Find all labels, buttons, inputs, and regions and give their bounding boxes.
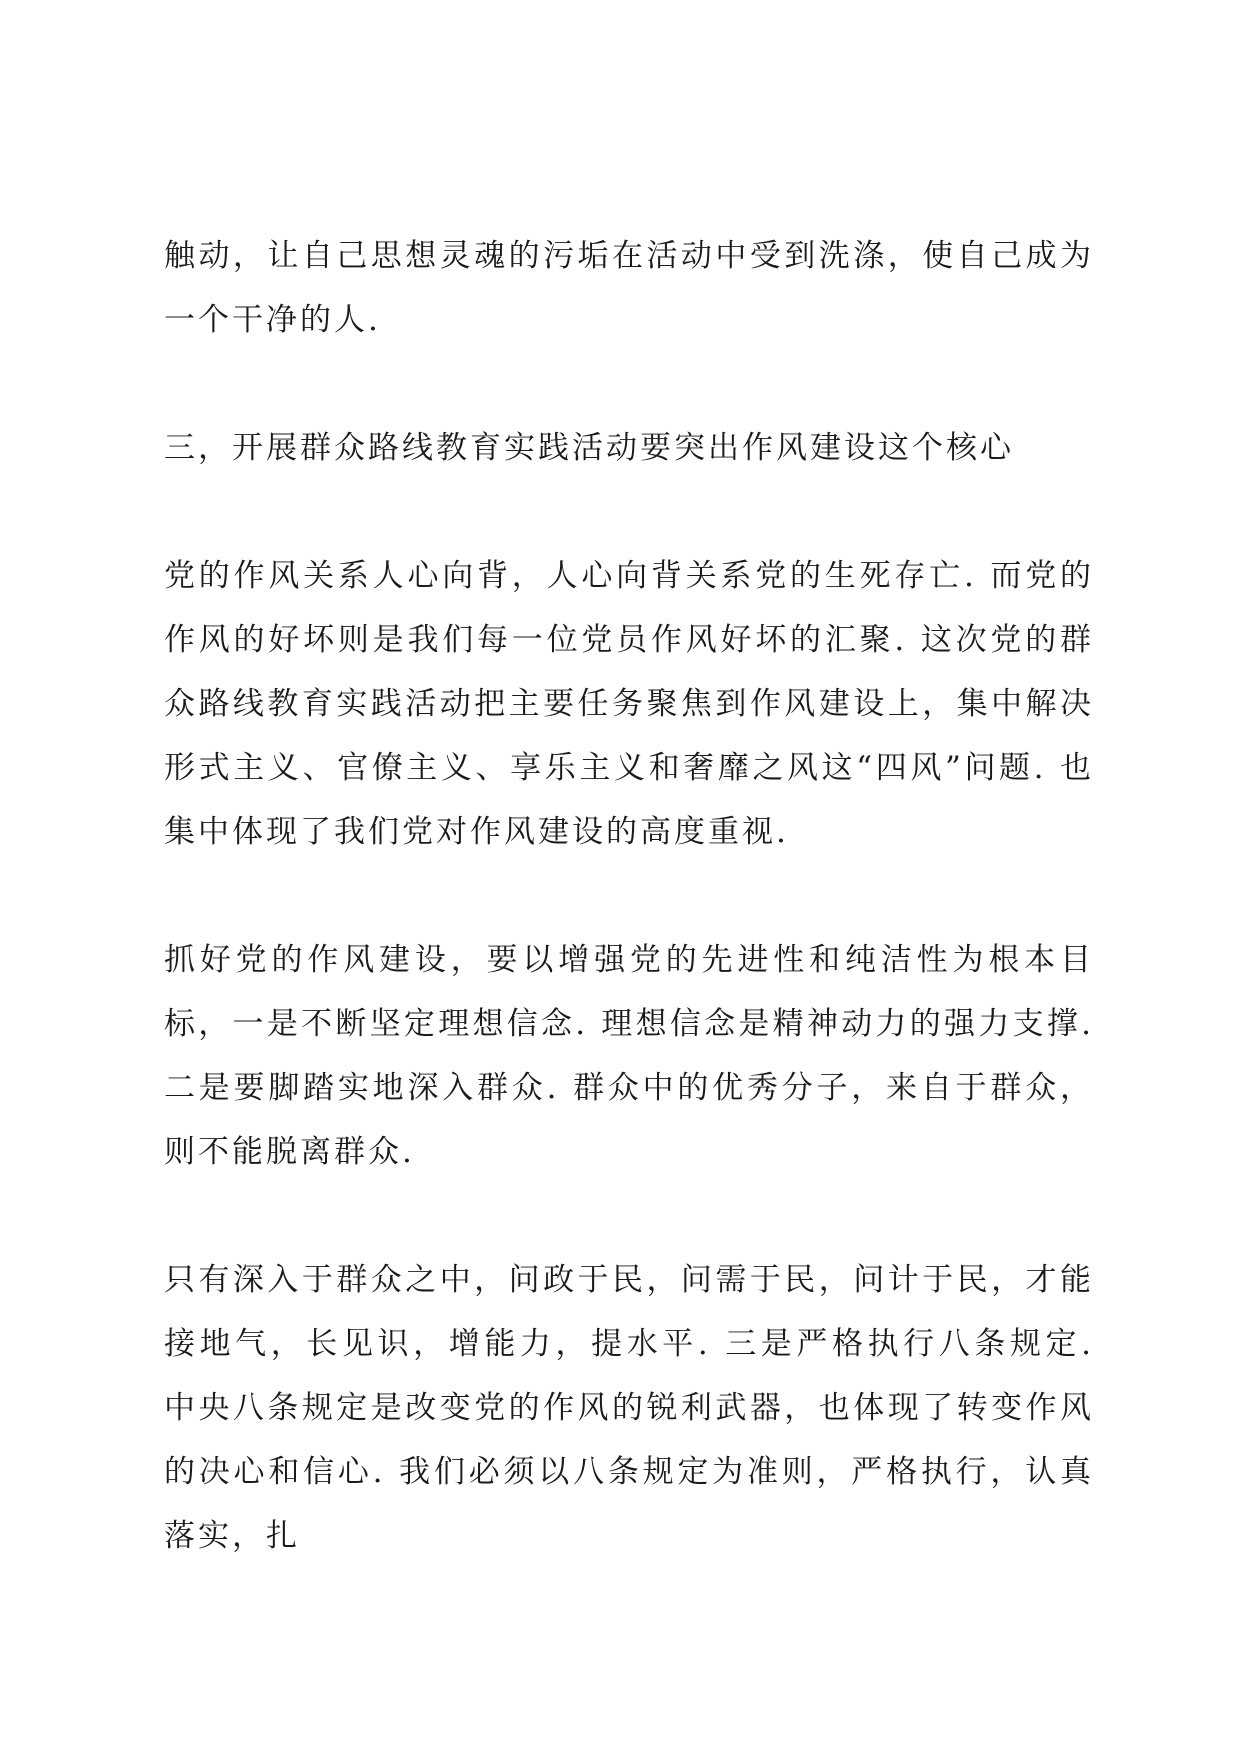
paragraph-work-style: 党的作风关系人心向背，人心向背关系党的生死存亡. 而党的作风的好坏则是我们每一位党员作风好坏的汇聚. 这次党的群众路线教育实践活动把主要任务聚焦到作风建设上，集中解决形式主义、官僚主义、享乐主义和奢靡之风这“四风”问题. 也集中体现了我们党对作风建设的高度重视. bbox=[164, 558, 1094, 850]
paragraph-building: 抓好党的作风建设，要以增强党的先进性和纯洁性为根本目标，一是不断坚定理想信念. 理想信念是精神动力的强力支撑. 二是要脚踏实地深入群众. 群众中的优秀分子，来自于群众，则不能脱离群众. bbox=[164, 942, 1094, 1170]
document-body bbox=[164, 224, 1094, 1632]
paragraph-masses: 只有深入于群众之中，问政于民，问需于民，问计于民，才能接地气，长见识，增能力，提水平. 三是严格执行八条规定. 中央八条规定是改变党的作风的锐利武器，也体现了转变作风的决心和信心. 我们必须以八条规定为准则，严格执行，认真落实，扎 bbox=[164, 1262, 1094, 1554]
section-heading: 三，开展群众路线教育实践活动要突出作风建设这个核心 bbox=[164, 430, 1014, 466]
paragraph-continuation: 触动，让自己思想灵魂的污垢在活动中受到洗涤，使自己成为一个干净的人. bbox=[164, 238, 1094, 338]
